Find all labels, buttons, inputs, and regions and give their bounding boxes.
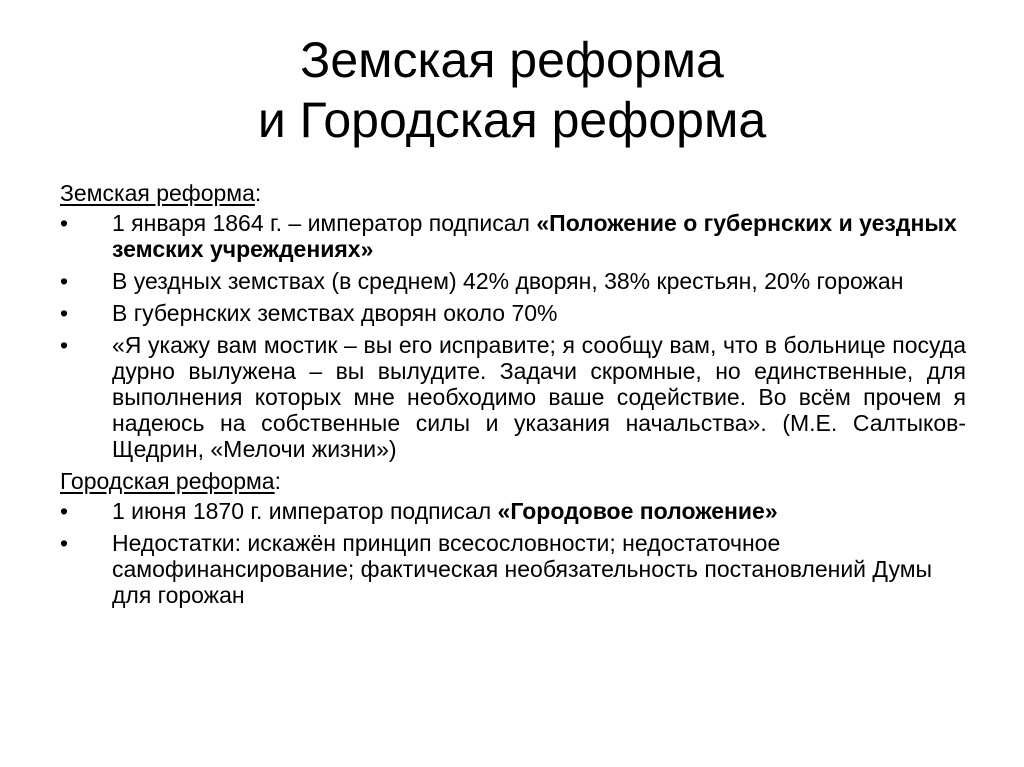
section-heading-zemstvo (60, 180, 966, 206)
item-text: В губернских земствах дворян около 70% (112, 300, 558, 326)
bullet: • (60, 530, 69, 556)
bullet: • (60, 498, 69, 524)
bullet: • (60, 332, 69, 358)
bullet: • (60, 268, 69, 294)
title-line-2: и Городская реформа (257, 92, 767, 148)
page-title (0, 30, 1024, 150)
list-item (60, 498, 966, 524)
item-text: 1 января 1864 г. – император подписал (112, 210, 537, 236)
list-item (60, 530, 966, 608)
section-heading-zemstvo-text: Земская реформа (60, 180, 255, 206)
bullet: • (60, 210, 69, 236)
list-item (60, 268, 966, 294)
list-item (60, 210, 966, 262)
item-text: В уездных земствах (в среднем) 42% дворян, 38% крестьян, 20% горожан (112, 268, 904, 294)
section-heading-city-colon: : (274, 468, 281, 494)
zemstvo-list (60, 210, 966, 462)
section-heading-zemstvo-colon: : (254, 180, 262, 206)
item-text: 1 июня 1870 г. император подписал (112, 498, 498, 524)
item-bold-text: «Городовое положение» (497, 498, 778, 524)
slide-content (60, 180, 966, 614)
list-item-quote (60, 332, 966, 462)
city-list (60, 498, 966, 608)
item-bold-text: «Положение о губернских и уездных земских учреждениях» (112, 210, 957, 262)
item-text: Недостатки: искажён принцип всесословности; недостаточное самофинансирование; фактическая необязательность постановлений Думы для горожан (112, 530, 933, 608)
list-item (60, 300, 966, 326)
section-heading-city-text: Городская реформа (60, 468, 275, 494)
title-line-1: Земская реформа (300, 32, 724, 88)
bullet: • (60, 300, 69, 326)
section-heading-city (60, 468, 966, 494)
quote-text: «Я укажу вам мостик – вы его исправите; я сообщу вам, что в больнице посуда дурно вылужена – вы вылудите. Задачи скромные, но единственные, для выполнения которых мне необходимо ваше содействие. Во всём прочем я надеюсь на собственные силы и указания начальства». (М.Е. Салтыков-Щедрин, «Мелочи жизни») (112, 332, 966, 462)
